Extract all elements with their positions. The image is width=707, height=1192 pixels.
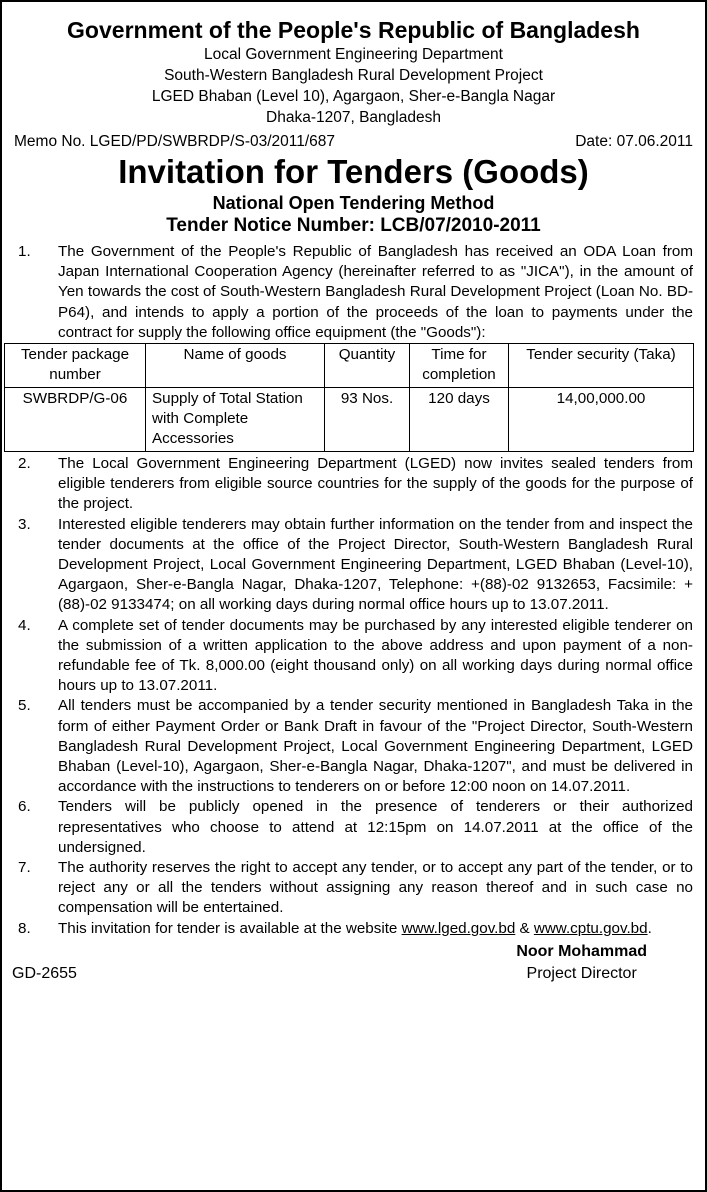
page-title: Invitation for Tenders (Goods) <box>118 153 589 190</box>
paragraph-text: Interested eligible tenderers may obtain further information on the tender from and inspect the tender documents at the office of the Project Director, South-Western Bangladesh Rural Development Project, Local Government Engineering Department, LGED Bhaban (Level-10), Agargaon, Sher-e-Bangla Nagar, Dhaka-1207, Telephone: +(88)-02 9132653, Facsimile: +(88)-02 9133474; on all working days during normal office hours up to 13.07.2011. <box>58 515 693 614</box>
signature-row <box>10 941 697 985</box>
link-connector: & <box>515 919 534 937</box>
paragraph-number: 4. <box>18 616 31 634</box>
sentence-end: . <box>647 919 652 937</box>
paragraph-6 <box>10 797 697 858</box>
paragraph-number: 8. <box>18 919 31 937</box>
address-line-1: LGED Bhaban (Level 10), Agargaon, Sher-e-Bangla Nagar <box>151 88 556 105</box>
project-name: South-Western Bangladesh Rural Development Project <box>164 67 543 84</box>
cptu-website-link[interactable]: www.cptu.gov.bd <box>533 919 648 937</box>
header-name-of-goods: Name of goods <box>146 344 325 388</box>
address-line-2: Dhaka-1207, Bangladesh <box>266 109 441 126</box>
paragraph-8 <box>10 919 697 939</box>
tendering-method: National Open Tendering Method <box>212 193 495 213</box>
department-name: Local Government Engineering Department <box>204 46 503 63</box>
paragraph-1 <box>10 242 697 343</box>
paragraph-7 <box>10 858 697 919</box>
signatory-name: Noor Mohammad <box>516 942 647 960</box>
cell-name-of-goods: Supply of Total Station with Complete Accessories <box>146 388 325 452</box>
lged-website-link[interactable]: www.lged.gov.bd <box>401 919 516 937</box>
paragraph-text: The Local Government Engineering Department (LGED) now invites sealed tenders from eligible tenderers from eligible source countries for the supply of the goods for the purpose of the project. <box>58 455 693 513</box>
header-package-number: Tender package number <box>5 344 146 388</box>
paragraph-5 <box>10 696 697 797</box>
paragraph-text: Tenders will be publicly opened in the presence of tenderers or their authorized representatives who choose to attend at 12:15pm on 14.07.2011 at the office of the undersigned. <box>58 798 693 856</box>
cell-package-number: SWBRDP/G-06 <box>5 388 146 452</box>
header-time-for-completion: Time for completion <box>410 344 509 388</box>
paragraph-4 <box>10 616 697 697</box>
paragraph-number: 2. <box>18 455 31 473</box>
paragraph-number: 1. <box>18 243 31 260</box>
cell-tender-security: 14,00,000.00 <box>509 388 694 452</box>
paragraph-number: 3. <box>18 515 31 533</box>
paragraph-2 <box>10 454 697 515</box>
signatory-designation: Project Director <box>526 964 637 982</box>
paragraph-3 <box>10 515 697 616</box>
paragraph-text: The authority reserves the right to accept any tender, or to accept any part of the tender, or to reject any or all the tenders without assigning any reason thereof and in such case no compensation will be entertained. <box>58 859 693 917</box>
government-title: Government of the People's Republic of Bangladesh <box>67 17 640 43</box>
paragraph-text <box>58 919 697 939</box>
footer-code: GD-2655 <box>12 964 77 982</box>
cell-time-for-completion: 120 days <box>410 388 509 452</box>
cell-quantity: 93 Nos. <box>325 388 410 452</box>
goods-table <box>4 343 694 452</box>
header-quantity: Quantity <box>325 344 410 388</box>
table-row <box>5 388 694 452</box>
memo-number: Memo No. LGED/PD/SWBRDP/S-03/2011/687 <box>14 133 336 150</box>
paragraph-number: 6. <box>18 798 31 816</box>
website-intro-text: This invitation for tender is available at the website <box>58 919 402 937</box>
paragraph-text: The Government of the People's Republic of Bangladesh has received an ODA Loan from Japan International Cooperation Agency (hereinafter referred to as "JICA"), in the amount of Yen towards the cost of South-Western Bangladesh Rural Development Project (Loan No. BD-P64), and intends to apply a portion of the proceeds of the loan to payments under the contract for supply the following office equipment (the "Goods"): <box>58 243 693 341</box>
signature-block <box>516 941 647 985</box>
memo-date: Date: 07.06.2011 <box>575 133 693 150</box>
tender-notice-number: Tender Notice Number: LCB/07/2010-2011 <box>166 215 541 236</box>
table-header-row <box>5 344 694 388</box>
paragraph-text: A complete set of tender documents may be purchased by any interested eligible tenderer on the submission of a written application to the above address and upon payment of a non-refundable fee of Tk. 8,000.00 (eight thousand only) on all working days during normal office hours up to 13.07.2011. <box>58 616 693 695</box>
paragraph-text: All tenders must be accompanied by a tender security mentioned in Bangladesh Taka in the form of either Payment Order or Bank Draft in favour of the "Project Director, South-Western Bangladesh Rural Development Project, Local Government Engineering Department, LGED Bhaban (Level-10), Agargaon, Sher-e-Bangla Nagar, Dhaka-1207", and must be delivered in accordance with the instructions to tenderers on or before 12:00 noon on 14.07.2011. <box>58 697 693 796</box>
header-tender-security: Tender security (Taka) <box>509 344 694 388</box>
memo-row <box>14 132 693 152</box>
paragraph-number: 7. <box>18 859 31 877</box>
paragraph-number: 5. <box>18 697 31 715</box>
